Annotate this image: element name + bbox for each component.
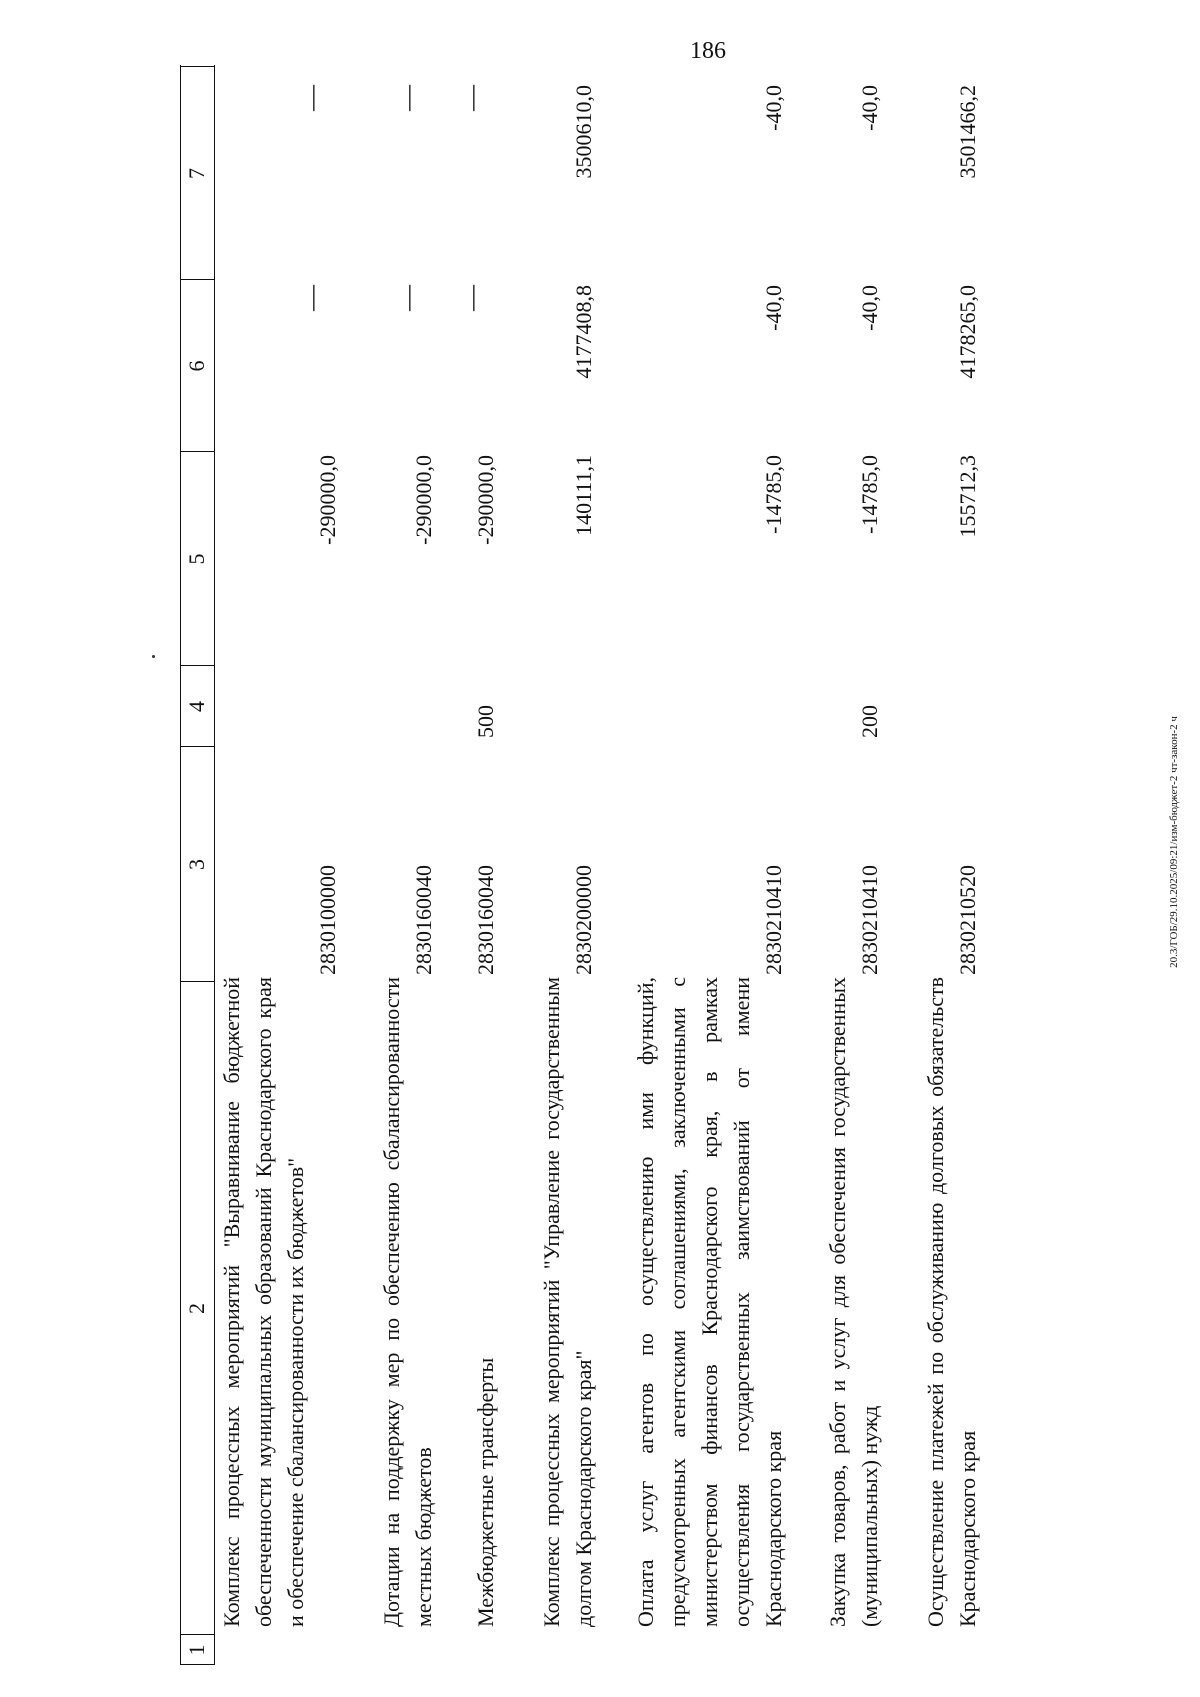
- header-col-6: 6: [184, 360, 209, 372]
- page-number: 186: [690, 38, 726, 64]
- row-col7-value: 3500610,0: [571, 85, 596, 179]
- budget-table: [180, 65, 1040, 1665]
- scan-speck: [152, 655, 155, 658]
- row-col6-value: -40,0: [857, 285, 882, 331]
- row-col6-value: -40,0: [761, 285, 786, 331]
- table-row: [630, 65, 792, 1665]
- row-code: 2830200000: [571, 865, 596, 975]
- header-bottom-border: [214, 65, 215, 1665]
- row-col5-value: -290000,0: [411, 455, 436, 545]
- row-col7-value: -40,0: [857, 85, 882, 131]
- row-description: Комплекс процессных мероприятий "Управление государственным долгом Краснодарского края": [539, 977, 596, 1627]
- header-col-7: 7: [184, 168, 209, 179]
- row-col5-value: -14785,0: [857, 455, 882, 534]
- row-col7-value: —: [457, 85, 486, 111]
- table-row: [216, 65, 346, 1665]
- row-col6-value: 4178265,0: [955, 285, 980, 379]
- header-col-4: 4: [184, 701, 209, 712]
- row-code: 2830210410: [761, 865, 786, 975]
- footer-stamp: 20.3/ГОБ/29.10.2025/09:21/изм-бюджет-2 чт-закон-2 ч: [1168, 716, 1180, 968]
- row-col5-value: -290000,0: [315, 455, 340, 545]
- row-description: Дотации на поддержку мер по обеспечению сбалансированности местных бюджетов: [379, 977, 436, 1627]
- row-code: 2830210410: [857, 865, 882, 975]
- row-code: 2830160040: [411, 865, 436, 975]
- header-col-3: 3: [184, 859, 209, 870]
- table-row: [822, 65, 888, 1665]
- header-col-5: 5: [184, 553, 209, 565]
- row-col6-value: —: [457, 285, 486, 311]
- table-row: [920, 65, 986, 1665]
- row-description: Закупка товаров, работ и услуг для обеспечения государственных (муниципальных) нужд: [825, 977, 882, 1627]
- row-code: 2830210520: [955, 865, 980, 975]
- row-col5-value: 155712,3: [955, 455, 980, 538]
- row-expense-type: 200: [857, 705, 882, 738]
- row-col7-value: 3501466,2: [955, 85, 980, 179]
- row-description: Оплата услуг агентов по осуществлению ими функций, предусмотренных агентскими соглашениями, заключенными с министерством финансов Краснодарского края, в рамках осуществления государственных заимствований от имени Краснодарского края: [633, 977, 786, 1627]
- row-description: Комплекс процессных мероприятий "Выравнивание бюджетной обеспеченности муниципальных образований Краснодарского края и обеспечение сбалансированности их бюджетов": [219, 977, 308, 1627]
- row-code: 2830160040: [473, 865, 498, 975]
- table-row: [376, 65, 442, 1665]
- row-col7-value: —: [297, 85, 326, 111]
- row-col5-value: -14785,0: [761, 455, 786, 534]
- table-row: [457, 65, 504, 1665]
- row-col7-value: —: [393, 85, 422, 111]
- row-col6-value: —: [297, 285, 326, 311]
- row-col6-value: —: [393, 285, 422, 311]
- row-code: 2830100000: [315, 865, 340, 975]
- table-row: [536, 65, 602, 1665]
- header-col-2: 2: [184, 1303, 209, 1314]
- row-description: Осуществление платежей по обслуживанию долговых обязательств Краснодарского края: [923, 977, 980, 1627]
- row-col5-value: -290000,0: [473, 455, 498, 545]
- row-description: Межбюджетные трансферты: [473, 1357, 498, 1627]
- row-col5-value: 140111,1: [571, 455, 596, 536]
- row-col6-value: 4177408,8: [571, 285, 596, 379]
- row-col7-value: -40,0: [761, 85, 786, 131]
- row-expense-type: 500: [473, 705, 498, 738]
- header-col-1: 1: [184, 1644, 209, 1656]
